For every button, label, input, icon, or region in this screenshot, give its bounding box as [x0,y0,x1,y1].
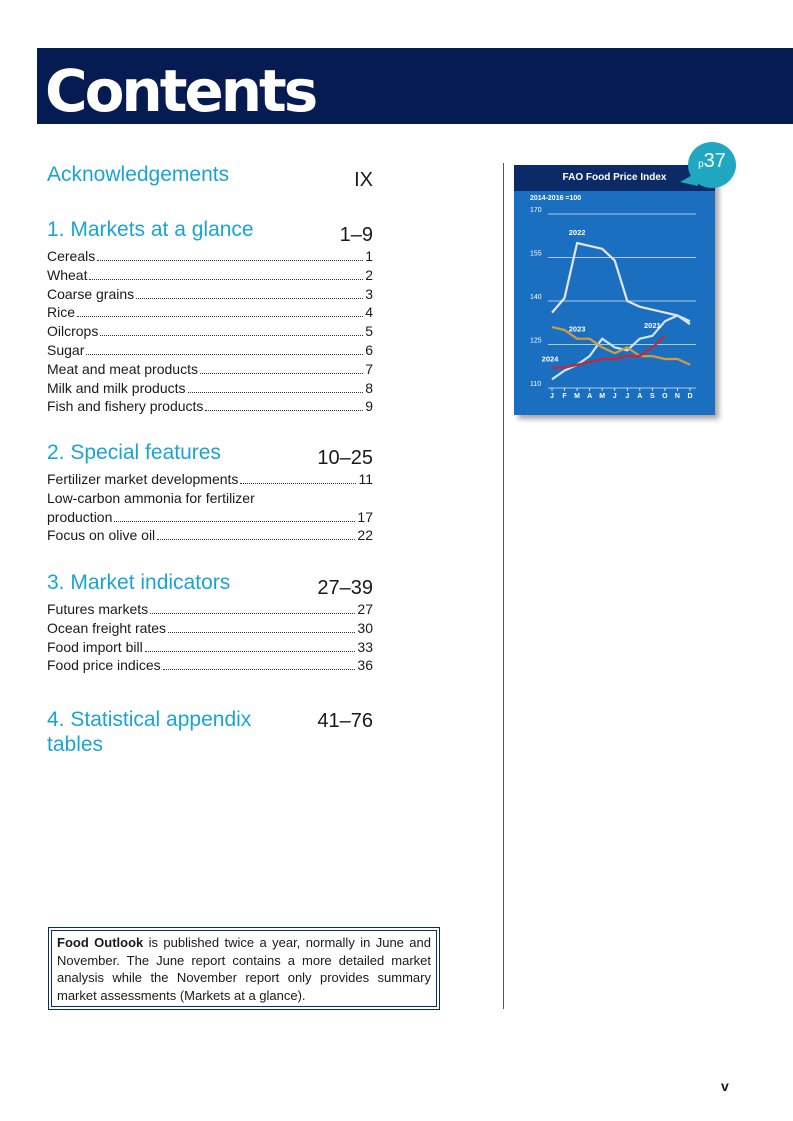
chart-base-label: 2014-2016 =100 [530,195,582,202]
dot-leader [86,354,363,355]
x-tick-label: A [637,393,643,400]
header-banner [37,48,793,124]
dot-leader [150,613,355,614]
x-tick-label: N [674,393,680,400]
series-label-2022: 2022 [568,228,586,237]
toc-section-1 [47,217,373,416]
page-number: v [721,1078,729,1094]
toc-entry[interactable] [47,397,373,416]
toc-entry[interactable] [47,247,373,266]
toc-entry-label: Food import bill [47,638,143,655]
toc-section-2 [47,440,373,545]
toc-entry-label: Wheat [47,266,88,283]
toc-entry-label: Cereals [47,248,96,264]
toc-section-2-heading[interactable] [47,440,373,470]
toc-section-pages: 27–39 [317,577,373,599]
dot-leader [114,521,355,522]
dot-leader [168,632,355,633]
toc-entry[interactable] [47,619,373,638]
toc-section-pages: 1–9 [339,224,373,246]
dot-leader [97,260,363,261]
toc-acknowledgements-title[interactable]: Acknowledgements [47,163,230,186]
toc-entry[interactable] [47,638,373,657]
publication-note-text: is published twice a year, normally in June and November. The June report contains a more detailed market analysis while the November report only provides summary market assessments (Markets at a glance). [57,935,431,1003]
toc-entry[interactable] [47,322,373,341]
chart-svg [514,165,715,415]
page-callout-bubble[interactable] [688,142,736,188]
x-tick-label: O [662,393,668,400]
toc-entry-page: 17 [357,508,373,525]
toc-entry-label: Low-carbon ammonia for fertilizer [47,489,255,506]
dot-leader [205,410,363,411]
dot-leader [100,335,363,336]
series-line-2022 [552,243,690,324]
toc-entry[interactable] [47,656,373,675]
toc-section-3-heading[interactable] [47,570,373,600]
x-tick-label: J [550,393,554,400]
toc-entry-page: 7 [365,360,373,377]
publication-note-title: Food Outlook [57,935,144,950]
series-label-2024: 2024 [541,354,559,364]
dot-leader [200,373,363,374]
toc-entry-page: 11 [358,471,373,487]
toc-entry-page: 6 [365,341,373,358]
toc-entry-page: 1 [365,248,373,264]
x-tick-label: M [574,393,581,400]
toc-entry-page: 36 [357,657,373,674]
toc-entry-label: Oilcrops [47,323,99,340]
dot-leader [145,651,356,652]
x-tick-label: J [625,393,630,400]
toc-entry-label: Milk and milk products [47,379,186,396]
toc-entry-label: Futures markets [47,601,149,617]
toc-entry[interactable] [47,303,373,322]
x-tick-label: S [650,393,655,400]
toc-entry-label: Rice [47,304,76,321]
toc-entry-page: 33 [357,638,373,655]
chart-title: FAO Food Price Index [562,172,667,183]
toc-entry-page: 5 [365,323,373,340]
series-label-2021: 2021 [644,320,661,330]
toc-entry[interactable] [47,379,373,398]
dot-leader [89,279,363,280]
page-callout-prefix: p [698,159,704,170]
page-callout-number: 37 [703,150,726,172]
y-tick-label: 125 [530,337,542,345]
toc-entry-label-continued: production [47,508,113,525]
toc-entry-list [47,470,373,545]
toc-entry-page: 3 [365,285,373,302]
dot-leader [188,392,364,393]
series-line-2024 [552,336,665,368]
toc-section-title[interactable]: 1. Markets at a glance [47,218,254,241]
toc-entry[interactable] [47,285,373,304]
toc-entry-page: 2 [365,266,373,283]
toc-entry-list [47,247,373,416]
toc-section-title[interactable]: 4. Statistical appendix [47,708,252,731]
toc-entry-label: Coarse grains [47,285,135,302]
toc-section-pages: 41–76 [317,710,373,732]
dot-leader [240,483,356,484]
toc-acknowledgements[interactable] [47,162,373,192]
toc-section-4[interactable] [47,707,373,761]
page-title: Contents [45,57,316,125]
x-tick-label: F [562,393,567,400]
series-label-2023: 2023 [568,324,586,334]
toc-entry-label: Food price indices [47,657,161,674]
toc-acknowledgements-pages: IX [354,169,373,191]
toc-section-title[interactable]: 3. Market indicators [47,571,231,594]
x-tick-label: M [599,393,606,400]
toc-entry-label: Ocean freight rates [47,619,167,636]
y-tick-label: 170 [530,207,542,214]
toc-entry-label: Fertilizer market developments [47,471,239,487]
column-divider [503,163,504,1009]
toc-entry-page: 8 [365,379,373,396]
toc-entry-label: Focus on olive oil [47,527,156,544]
publication-note [48,927,440,1010]
toc-entry-label: Meat and meat products [47,360,198,377]
toc-entry-label: Sugar [47,341,85,358]
toc-section-title[interactable]: 2. Special features [47,441,221,464]
toc-entry[interactable] [47,341,373,360]
dot-leader [77,316,363,317]
toc-section-3 [47,570,373,675]
toc-entry[interactable] [47,470,373,489]
toc-entry[interactable] [47,526,373,545]
toc-entry-page: 4 [365,304,373,321]
toc-section-title-continued[interactable]: tables [47,733,104,756]
dot-leader [163,669,356,670]
toc-entry[interactable] [47,266,373,285]
toc-entry[interactable] [47,489,373,527]
x-tick-label: J [612,393,617,400]
dot-leader [136,298,363,299]
page-callout-text [688,150,736,173]
x-tick-label: D [687,393,693,400]
toc-section-1-heading[interactable] [47,217,373,247]
toc-entry-label: Fish and fishery products [47,398,204,415]
toc-entry-page: 27 [357,601,373,617]
toc-section-pages: 10–25 [317,447,373,469]
x-tick-label: A [587,393,593,400]
toc-entry-list [47,600,373,675]
toc-entry[interactable] [47,360,373,379]
publication-note-body [51,930,437,1007]
toc-entry-page: 30 [357,619,373,636]
food-price-index-chart[interactable] [514,165,715,415]
toc-entry-page: 9 [365,398,373,415]
y-tick-label: 110 [530,381,542,388]
dot-leader [157,539,355,540]
y-tick-label: 155 [530,250,542,258]
toc-entry[interactable] [47,600,373,619]
toc-entry-page: 22 [357,527,373,544]
y-tick-label: 140 [530,294,542,301]
